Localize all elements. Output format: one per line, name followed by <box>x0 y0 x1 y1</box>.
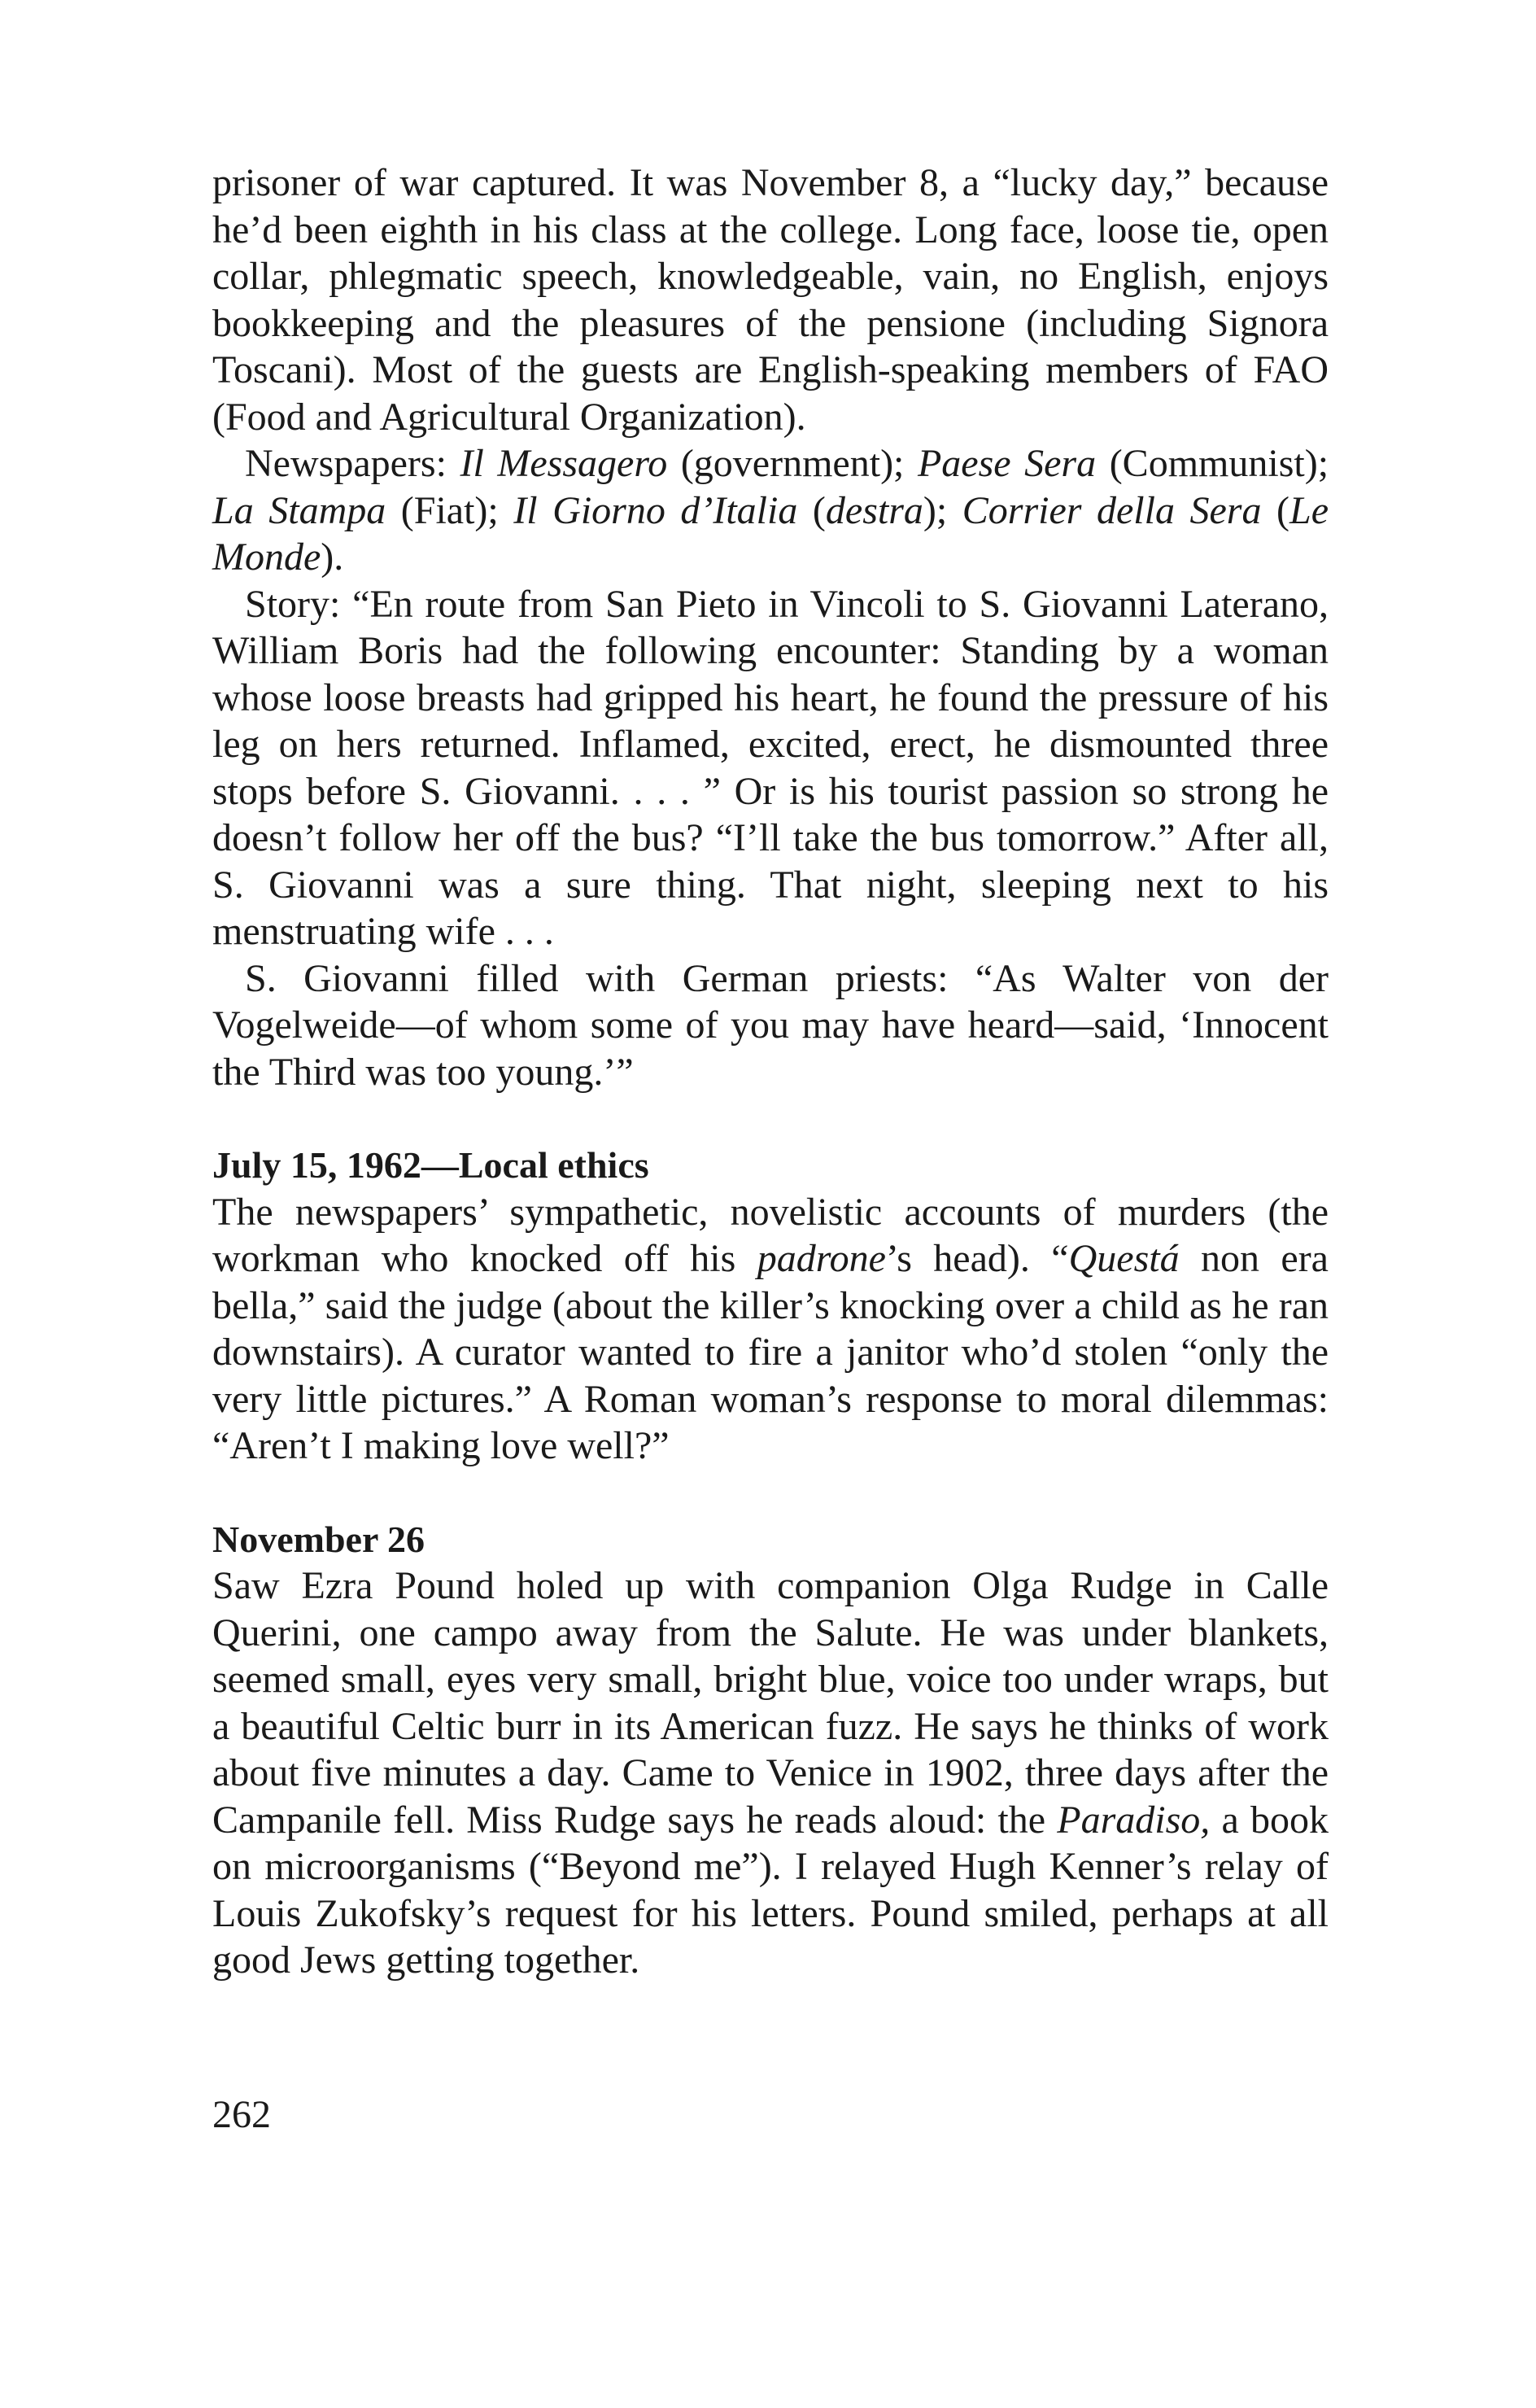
paragraph-local-ethics <box>212 1189 1329 1470</box>
newspaper-note: (Communist); <box>1096 442 1329 485</box>
entry-heading-november-26: November 26 <box>212 1518 425 1560</box>
newspaper-note-le-monde: Le Monde <box>212 488 1329 579</box>
page-number: 262 <box>212 2093 271 2136</box>
newspaper-note: ( <box>1261 488 1290 532</box>
entry-heading-july-15: July 15, 1962—Local ethics <box>212 1144 649 1186</box>
newspaper-corrier-della-sera: Corrier della Sera <box>962 488 1262 532</box>
text-run: ’s head). “ <box>885 1237 1069 1280</box>
newspaper-note: (Fiat); <box>386 488 514 532</box>
text-run: a book on microorganisms (“Beyond me”). I relayed Hugh Kenner’s relay of Louis Zukofsky’s request for his letters. Pound smiled, perhaps at all good Jews getting together. <box>212 1798 1329 1982</box>
text-run: The newspapers’ sympathetic, novelistic accounts of murders (the workman who knocked off his <box>212 1190 1329 1280</box>
paragraph-s-giovanni: S. Giovanni filled with German priests: “As Walter von der Vogelweide—of whom some of you may have heard—said, ‘Innocent the Third was too young.’” <box>212 956 1329 1094</box>
italic-questa: Questá <box>1068 1237 1180 1280</box>
page-body <box>212 160 1329 1984</box>
newspaper-note: ). <box>321 535 344 579</box>
newspaper-note-destra: destra <box>825 488 923 532</box>
newspaper-la-stampa: La Stampa <box>212 488 386 532</box>
italic-padrone: padrone <box>757 1237 886 1280</box>
newspapers-label: Newspapers: <box>245 442 460 485</box>
paragraph-story: Story: “En route from San Pieto in Vincoli to S. Giovanni Laterano, William Boris had the following encounter: Standing by a woman whose loose breasts had gripped his heart, he found the pressure of his leg on hers returned. Inflamed, excited, erect, he dismounted three stops before S. Giovanni. . . . ” Or is his tourist passion so strong he doesn’t follow her off the bus? “I’ll take the bus tomorrow.” After all, S. Giovanni was a sure thing. That night, sleeping next to his menstruating wife . . . <box>212 582 1329 953</box>
paragraph-prisoner: prisoner of war captured. It was November 8, a “lucky day,” because he’d been eighth in his class at the college. Long face, loose tie, open collar, phlegmatic speech, knowledgeable, vain, no English, enjoys bookkeeping and the pleasures of the pensione (including Signora Toscani). Most of the guests are English-speaking members of FAO (Food and Agricultural Organization). <box>212 161 1329 439</box>
paragraph-ezra-pound <box>212 1562 1329 1984</box>
newspaper-il-messagero: Il Messagero <box>460 442 668 485</box>
italic-paradiso: Paradiso, <box>1057 1798 1211 1842</box>
newspaper-paese-sera: Paese Sera <box>917 442 1097 485</box>
paragraph-newspapers <box>212 440 1329 581</box>
newspaper-il-giorno: Il Giorno d’Italia <box>513 488 798 532</box>
text-run: Saw Ezra Pound holed up with companion Olga Rudge in Calle Querini, one campo away from the Salute. He was under blankets, seemed small, eyes very small, bright blue, voice too under wraps, but a beautiful Celtic burr in its American fuzz. He says he thinks of work about five minutes a day. Came to Venice in 1902, three days after the Campanile fell. Miss Rudge says he reads aloud: the <box>212 1564 1329 1842</box>
newspaper-note: ); <box>923 488 962 532</box>
newspaper-note: ( <box>797 488 826 532</box>
text-run: non era bella,” said the judge (about the killer’s knocking over a child as he ran downstairs). A curator wanted to fire a janitor who’d stolen “only the very little pictures.” A Roman woman’s response to moral dilemmas: “Aren’t I making love well?” <box>212 1237 1329 1467</box>
newspaper-note: (government); <box>667 442 918 485</box>
